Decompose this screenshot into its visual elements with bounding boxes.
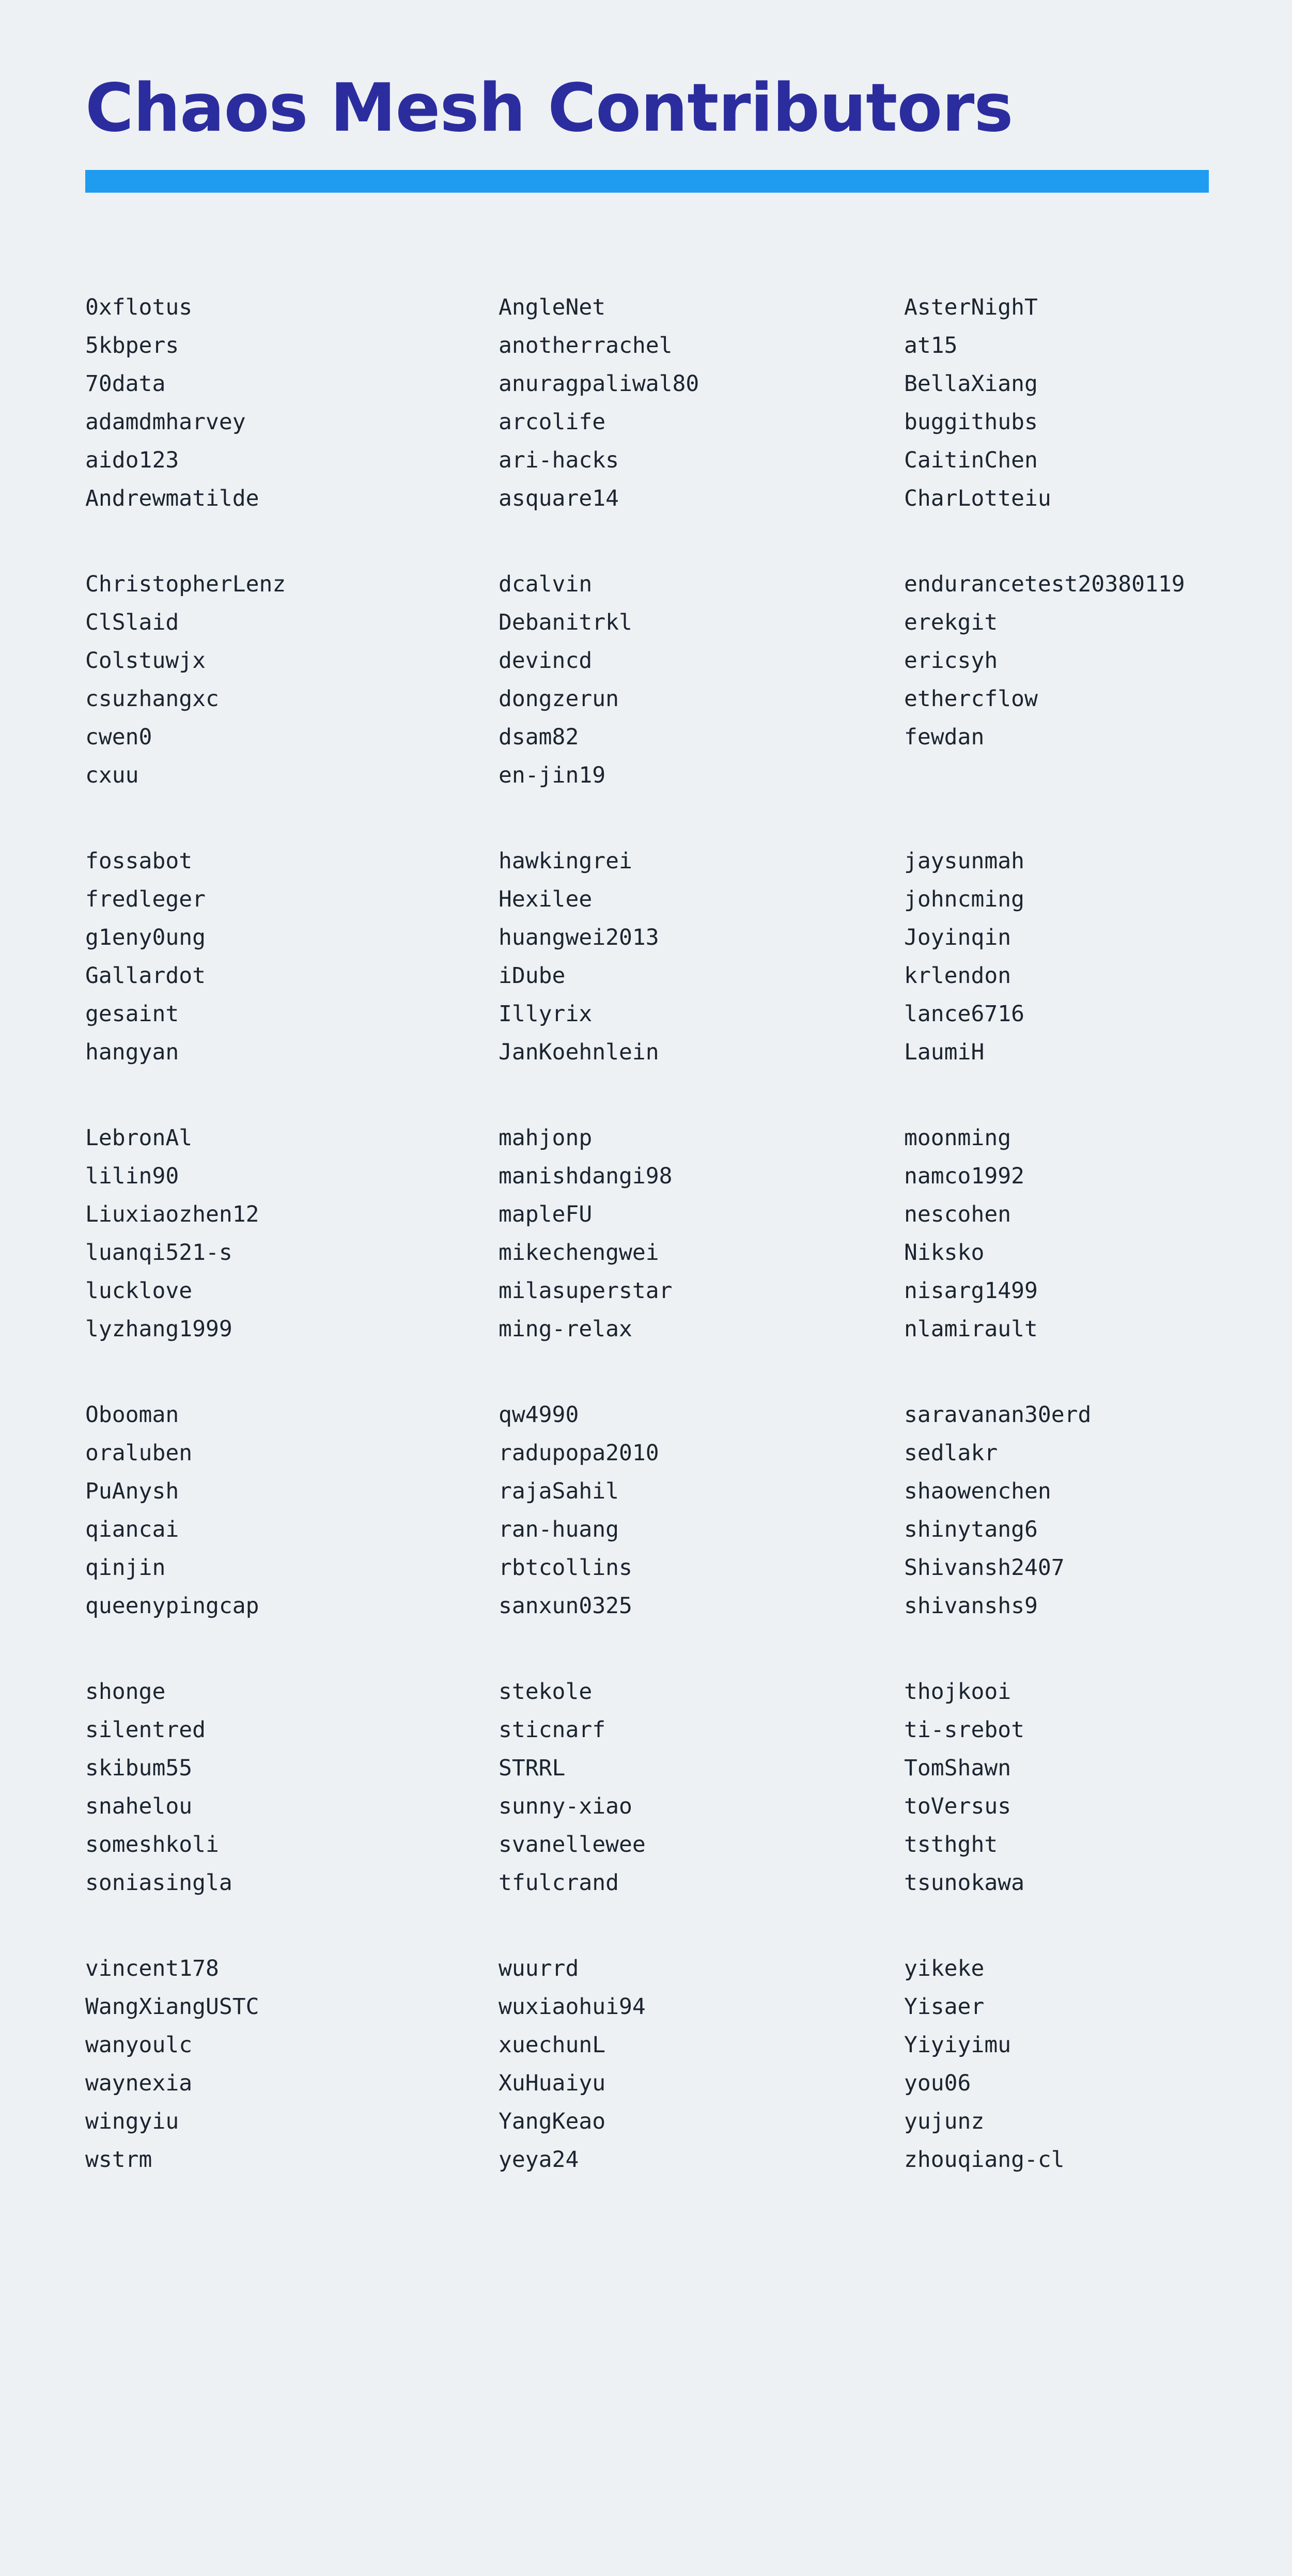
contributor-name[interactable]: dongzerun	[499, 685, 619, 712]
contributor-name[interactable]: ming-relax	[499, 1316, 632, 1342]
contributor-name[interactable]: en-jin19	[499, 762, 606, 788]
contributor-name[interactable]: snahelou	[85, 1793, 193, 1819]
contributor-name[interactable]: silentred	[85, 1716, 206, 1743]
contributor-name[interactable]: wuxiaohui94	[499, 1993, 646, 2020]
contributor-name[interactable]: xuechunL	[499, 2032, 606, 2058]
contributor-name[interactable]: shivanshs9	[904, 1593, 1038, 1619]
contributor-name[interactable]: qinjin	[85, 1554, 166, 1581]
contributor-name[interactable]: lucklove	[85, 1277, 193, 1304]
contributor-name[interactable]: Yiyiyimu	[904, 2032, 1011, 2058]
contributor-column	[896, 1673, 1292, 1902]
contributor-name[interactable]: XuHuaiyu	[499, 2070, 606, 2096]
contributor-name[interactable]: hangyan	[85, 1039, 179, 1065]
contributor-group	[85, 842, 1207, 1071]
contributor-name[interactable]: ran-huang	[499, 1516, 619, 1542]
contributor-name[interactable]: krlendon	[904, 962, 1011, 989]
contributor-name[interactable]: Illyrix	[499, 1001, 593, 1027]
contributor-name[interactable]: shonge	[85, 1678, 166, 1705]
contributor-column	[85, 1673, 491, 1902]
contributor-column	[85, 1396, 491, 1625]
contributor-name[interactable]: wuurrd	[499, 1955, 579, 1981]
contributor-name[interactable]: qiancai	[85, 1516, 179, 1542]
contributor-name[interactable]: Obooman	[85, 1401, 179, 1428]
contributor-name[interactable]: wingyiu	[85, 2108, 179, 2134]
contributor-name[interactable]: nlamirault	[904, 1316, 1038, 1342]
contributor-name[interactable]: Shivansh2407	[904, 1554, 1065, 1581]
contributor-name[interactable]: 5kbpers	[85, 332, 179, 358]
contributor-name[interactable]: Hexilee	[499, 886, 593, 912]
contributor-column	[85, 288, 491, 518]
contributor-name[interactable]: lance6716	[904, 1001, 1024, 1027]
contributor-name[interactable]: rbtcollins	[499, 1554, 632, 1581]
contributor-name[interactable]: anotherrachel	[499, 332, 673, 358]
contributor-column	[85, 565, 491, 794]
contributor-name[interactable]: shaowenchen	[904, 1478, 1051, 1504]
contributor-name[interactable]: huangwei2013	[499, 924, 659, 950]
contributor-column	[896, 565, 1292, 794]
contributor-name[interactable]: ari-hacks	[499, 447, 619, 473]
contributor-name[interactable]: ClSlaid	[85, 609, 179, 635]
contributor-name[interactable]: gesaint	[85, 1001, 179, 1027]
contributor-name[interactable]: ericsyh	[904, 647, 998, 674]
contributor-name[interactable]: Colstuwjx	[85, 647, 206, 674]
contributor-name[interactable]: you06	[904, 2070, 971, 2096]
contributor-name[interactable]: rajaSahil	[499, 1478, 619, 1504]
contributor-name[interactable]: saravanan30erd	[904, 1401, 1092, 1428]
contributor-name[interactable]: manishdangi98	[499, 1163, 673, 1189]
contributor-name[interactable]: yujunz	[904, 2108, 985, 2134]
contributor-name[interactable]: cxuu	[85, 762, 139, 788]
contributor-name[interactable]: PuAnysh	[85, 1478, 179, 1504]
contributor-name[interactable]: YangKeao	[499, 2108, 606, 2134]
contributor-name[interactable]: luanqi521-s	[85, 1239, 232, 1266]
contributor-name[interactable]: Andrewmatilde	[85, 485, 259, 511]
contributor-name[interactable]: devincd	[499, 647, 593, 674]
contributor-name[interactable]: sanxun0325	[499, 1593, 632, 1619]
contributor-name[interactable]: johncming	[904, 886, 1024, 912]
contributor-name[interactable]: g1eny0ung	[85, 924, 206, 950]
contributor-name[interactable]: stekole	[499, 1678, 593, 1705]
title-underline-rule	[85, 170, 1209, 193]
page-title: Chaos Mesh Contributors	[85, 70, 1013, 147]
contributor-name[interactable]: mapleFU	[499, 1201, 593, 1227]
contributor-column	[491, 842, 896, 1071]
contributor-group	[85, 288, 1207, 518]
contributor-column	[85, 1949, 491, 2179]
contributor-name[interactable]: STRRL	[499, 1755, 566, 1781]
contributor-name[interactable]: tfulcrand	[499, 1869, 619, 1896]
contributor-name[interactable]: cwen0	[85, 724, 152, 750]
contributor-name[interactable]: Liuxiaozhen12	[85, 1201, 259, 1227]
contributor-name[interactable]: 0xflotus	[85, 294, 193, 320]
contributor-name[interactable]: ti-srebot	[904, 1716, 1024, 1743]
contributor-name[interactable]: dsam82	[499, 724, 579, 750]
contributor-name[interactable]: waynexia	[85, 2070, 193, 2096]
contributor-name[interactable]: AsterNighT	[904, 294, 1038, 320]
contributor-name[interactable]: svanellewee	[499, 1831, 646, 1857]
contributor-name[interactable]: milasuperstar	[499, 1277, 673, 1304]
contributor-name[interactable]: fewdan	[904, 724, 985, 750]
contributor-name[interactable]: erekgit	[904, 609, 998, 635]
contributor-group	[85, 1396, 1207, 1625]
contributor-name[interactable]: Yisaer	[904, 1993, 985, 2020]
contributor-name[interactable]: Gallardot	[85, 962, 206, 989]
contributor-name[interactable]: aido123	[85, 447, 179, 473]
contributor-column	[896, 1396, 1292, 1625]
contributor-name[interactable]: fossabot	[85, 848, 193, 874]
contributor-name[interactable]: adamdmharvey	[85, 409, 246, 435]
contributor-name[interactable]: ethercflow	[904, 685, 1038, 712]
contributor-name[interactable]: sticnarf	[499, 1716, 606, 1743]
contributor-group	[85, 1949, 1207, 2179]
contributor-name[interactable]: endurancetest20380119	[904, 571, 1185, 597]
contributor-name[interactable]: namco1992	[904, 1163, 1024, 1189]
contributor-name[interactable]: at15	[904, 332, 958, 358]
contributor-name[interactable]: mahjonp	[499, 1125, 593, 1151]
contributor-name[interactable]: Joyinqin	[904, 924, 1011, 950]
contributor-group	[85, 565, 1207, 794]
contributor-name[interactable]: skibum55	[85, 1755, 193, 1781]
contributor-name[interactable]: tsunokawa	[904, 1869, 1024, 1896]
contributor-name[interactable]: radupopa2010	[499, 1440, 659, 1466]
contributor-name[interactable]: AngleNet	[499, 294, 606, 320]
contributor-group	[85, 1119, 1207, 1348]
contributors-list	[0, 288, 1292, 2179]
contributor-name[interactable]: soniasingla	[85, 1869, 232, 1896]
contributor-column	[491, 1119, 896, 1348]
contributor-name[interactable]: buggithubs	[904, 409, 1038, 435]
contributor-name[interactable]: jaysunmah	[904, 848, 1024, 874]
contributor-name[interactable]: 70data	[85, 370, 166, 397]
contributor-name[interactable]: sedlakr	[904, 1440, 998, 1466]
page-header	[0, 0, 1292, 193]
contributor-name[interactable]: hawkingrei	[499, 848, 632, 874]
contributor-name[interactable]: yeya24	[499, 2146, 579, 2173]
contributor-column	[491, 1673, 896, 1902]
contributor-column	[896, 842, 1292, 1071]
contributor-name[interactable]: nescohen	[904, 1201, 1011, 1227]
contributor-name[interactable]: shinytang6	[904, 1516, 1038, 1542]
contributor-column	[491, 1396, 896, 1625]
contributor-column	[85, 1119, 491, 1348]
contributor-name[interactable]: someshkoli	[85, 1831, 219, 1857]
contributor-name[interactable]: zhouqiang-cl	[904, 2146, 1065, 2173]
contributor-name[interactable]: WangXiangUSTC	[85, 1993, 259, 2020]
contributor-name[interactable]: queenypingcap	[85, 1593, 259, 1619]
contributor-name[interactable]: oraluben	[85, 1440, 193, 1466]
contributor-name[interactable]: wstrm	[85, 2146, 152, 2173]
contributor-name[interactable]: JanKoehnlein	[499, 1039, 659, 1065]
contributor-name[interactable]: lyzhang1999	[85, 1316, 232, 1342]
contributor-column	[85, 842, 491, 1071]
contributor-name[interactable]: nisarg1499	[904, 1277, 1038, 1304]
contributor-name[interactable]: qw4990	[499, 1401, 579, 1428]
contributor-name[interactable]: ChristopherLenz	[85, 571, 286, 597]
contributor-name[interactable]: Debanitrkl	[499, 609, 632, 635]
contributor-name[interactable]: TomShawn	[904, 1755, 1011, 1781]
contributor-name[interactable]: sunny-xiao	[499, 1793, 632, 1819]
contributor-name[interactable]: fredleger	[85, 886, 206, 912]
contributor-name[interactable]: iDube	[499, 962, 566, 989]
contributor-name[interactable]: LebronAl	[85, 1125, 193, 1151]
contributor-column	[896, 1119, 1292, 1348]
contributor-name[interactable]: CharLotteiu	[904, 485, 1051, 511]
contributor-name[interactable]: tsthght	[904, 1831, 998, 1857]
contributor-name[interactable]: thojkooi	[904, 1678, 1011, 1705]
contributor-column	[896, 1949, 1292, 2179]
contributor-group	[85, 1673, 1207, 1902]
contributor-name[interactable]: LaumiH	[904, 1039, 985, 1065]
contributor-name[interactable]: dcalvin	[499, 571, 593, 597]
contributor-name[interactable]: toVersus	[904, 1793, 1011, 1819]
contributor-name[interactable]: lilin90	[85, 1163, 179, 1189]
contributor-column	[491, 1949, 896, 2179]
contributor-name[interactable]: BellaXiang	[904, 370, 1038, 397]
contributor-name[interactable]: arcolife	[499, 409, 606, 435]
contributor-name[interactable]: asquare14	[499, 485, 619, 511]
contributor-name[interactable]: Niksko	[904, 1239, 985, 1266]
contributor-name[interactable]: wanyoulc	[85, 2032, 193, 2058]
contributor-name[interactable]: mikechengwei	[499, 1239, 659, 1266]
contributor-column	[491, 565, 896, 794]
contributor-column	[491, 288, 896, 518]
contributor-name[interactable]: yikeke	[904, 1955, 985, 1981]
contributor-name[interactable]: moonming	[904, 1125, 1011, 1151]
contributor-name[interactable]: anuragpaliwal80	[499, 370, 699, 397]
contributor-name[interactable]: CaitinChen	[904, 447, 1038, 473]
contributor-name[interactable]: csuzhangxc	[85, 685, 219, 712]
contributor-column	[896, 288, 1292, 518]
contributor-name[interactable]: vincent178	[85, 1955, 219, 1981]
